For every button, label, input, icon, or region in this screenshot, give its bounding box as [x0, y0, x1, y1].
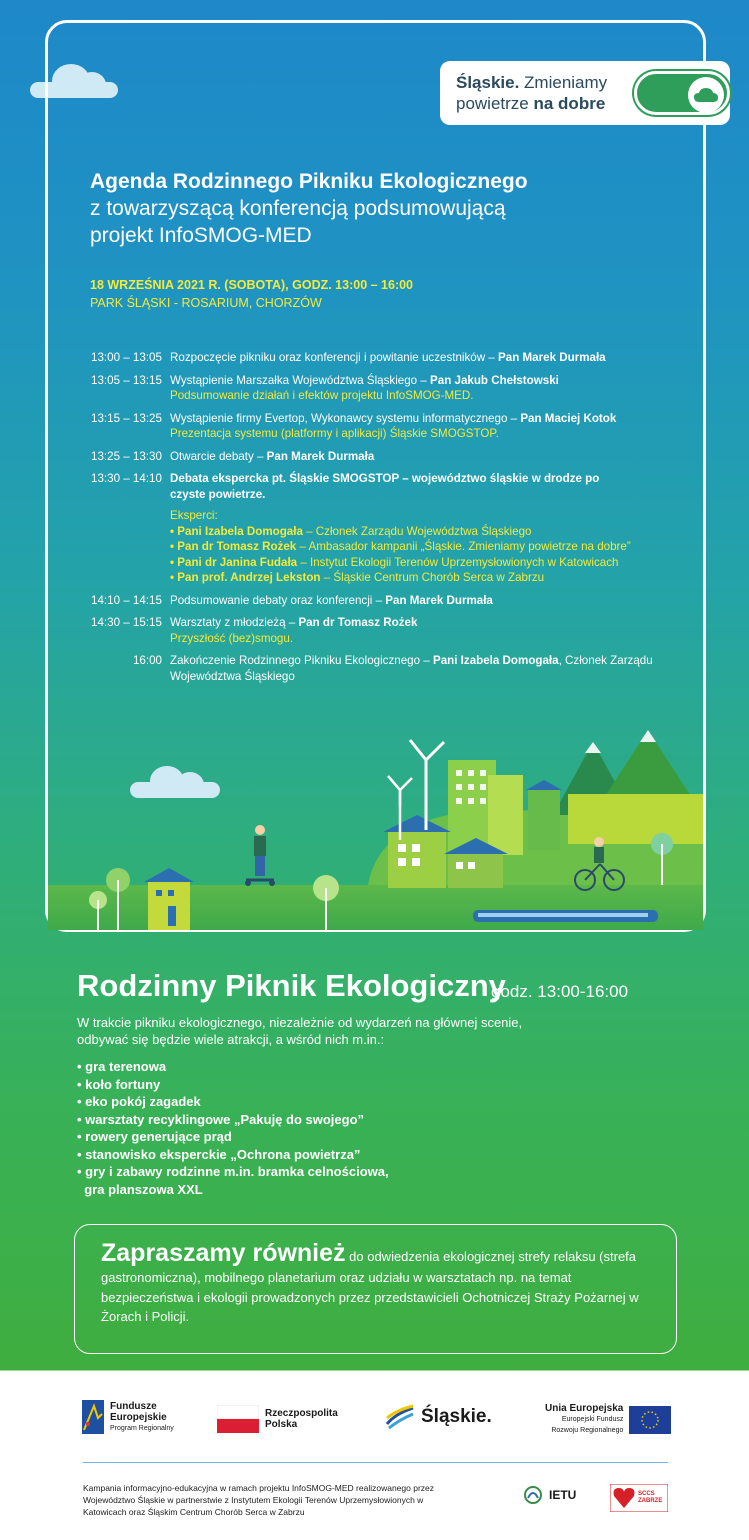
fundusze-europejskie-logo	[82, 1400, 174, 1434]
rzeczpospolita-logo	[217, 1405, 338, 1433]
schedule-desc	[170, 615, 691, 646]
list-item: • warsztaty recyklingowe „Pakuję do swojego”	[77, 1111, 365, 1127]
picnic-title: Rodzinny Piknik Ekologiczny	[77, 968, 506, 1003]
list-item: • koło fortuny	[77, 1076, 161, 1092]
schedule-desc	[170, 653, 691, 684]
list-item: • rowery generujące prąd	[77, 1129, 232, 1144]
schedule-text: Wystąpienie firmy Evertop, Wykonawcy systemu informatycznego –	[170, 411, 521, 425]
campaign-badge	[440, 61, 730, 125]
agenda-title-bold: Agenda Rodzinnego Pikniku Ekologicznego	[90, 170, 528, 193]
rp-line1: Rzeczpospolita	[265, 1408, 338, 1419]
schedule-speaker: Pan Marek Durmała	[266, 449, 375, 463]
schedule-speaker: Pan Jakub Chełstowski	[430, 373, 559, 387]
schedule-speaker: Pan Marek Durmała	[385, 593, 493, 607]
expert-role: – Ambasador kampanii „Śląskie. Zmieniamy powietrze na dobre”	[296, 540, 631, 553]
slaskie-text: Śląskie.	[421, 1406, 492, 1427]
ue-line1: Unia Europejska	[545, 1403, 624, 1414]
rp-line2: Polska	[265, 1419, 298, 1430]
experts-label: Eksperci:	[170, 509, 218, 522]
schedule-time: 13:00 – 13:05	[91, 351, 162, 364]
schedule-text: Zakończenie Rodzinnego Pikniku Ekologicznego –	[170, 654, 433, 667]
expert-item	[170, 524, 691, 540]
schedule-row	[91, 373, 691, 404]
schedule-text: Otwarcie debaty –	[170, 449, 267, 463]
schedule-desc	[170, 449, 691, 465]
expert-role: – Śląskie Centrum Chorób Serca w Zabrzu	[320, 571, 545, 584]
eco-city-illustration	[48, 720, 703, 930]
schedule-speaker: Pan dr Tomasz Rożek	[298, 616, 418, 629]
schedule-row	[91, 449, 691, 465]
badge-line1: Zmieniamy	[519, 73, 608, 92]
schedule-row	[91, 653, 691, 684]
schedule-desc	[170, 350, 691, 366]
schedule-text: Warsztaty z młodzieżą –	[170, 616, 299, 629]
list-item: • gry i zabawy rodzinne m.in. bramka celnościowa,	[77, 1164, 389, 1179]
schedule-time: 13:25 – 13:30	[91, 449, 162, 463]
agenda-title-line3: projekt InfoSMOG-MED	[90, 224, 312, 247]
schedule-desc	[170, 593, 691, 609]
schedule-desc	[170, 411, 691, 442]
eu-flag-icon	[629, 1406, 671, 1434]
schedule-text: Podsumowanie debaty oraz konferencji –	[170, 593, 386, 607]
fe-small: Program Regionalny	[110, 1424, 174, 1432]
sccs-text: SCCS ZABRZE	[638, 1491, 663, 1504]
schedule-text: Wystąpienie Marszałka Województwa Śląskiego –	[170, 373, 431, 387]
picnic-intro: W trakcie pikniku ekologicznego, niezależnie od wydarzeń na głównej scenie, odbywać się będzie wiele atrakcji, a wśród nich m.in.:	[77, 1015, 523, 1047]
expert-name: • Pani dr Janina Fudała	[170, 555, 298, 569]
schedule-desc	[170, 373, 691, 404]
expert-name: • Pan dr Tomasz Rożek	[170, 540, 297, 553]
expert-role: – Instytut Ekologii Terenów Uprzemysłowionych w Katowicach	[297, 555, 619, 569]
fe-line1: Fundusze	[110, 1400, 157, 1412]
attractions-list	[77, 1058, 389, 1198]
agenda-title-line2: z towarzyszącą konferencją podsumowującą	[90, 197, 506, 220]
schedule-speaker: Pan Marek Durmała	[498, 351, 606, 364]
schedule-time: 13:30 – 14:10	[91, 472, 162, 485]
experts-list	[170, 508, 691, 586]
schedule-speaker: Pani Izabela Domogała	[432, 654, 559, 667]
list-item: gra planszowa XXL	[77, 1181, 203, 1197]
badge-brand: Śląskie.	[456, 73, 520, 92]
footer-note: Kampania informacyjno-edukacyjna w ramach projektu InfoSMOG-MED realizowanego przez Województwo Śląskie w partnerstwie z Instytutem Ekologii Terenów Uprzemysłowionych w Katowicach oraz Śląskim Centrum Chorób Serca w Zabrzu	[83, 1483, 435, 1517]
schedule-row	[91, 411, 691, 442]
expert-item	[170, 539, 691, 555]
slaskie-icon	[385, 1404, 415, 1430]
slaskie-logo	[385, 1404, 492, 1430]
ue-small2: Rozwoju Regionalnego	[551, 1427, 624, 1434]
unia-europejska-logo	[545, 1403, 671, 1436]
schedule	[91, 350, 691, 691]
schedule-time: 13:15 – 13:25	[91, 411, 162, 425]
schedule-time: 14:30 – 15:15	[91, 616, 162, 629]
ue-small1: Europejski Fundusz	[561, 1416, 624, 1423]
schedule-time: 16:00	[132, 654, 162, 667]
ietu-logo	[523, 1484, 576, 1506]
expert-item	[170, 555, 691, 571]
ietu-icon	[523, 1484, 543, 1506]
invite-heading: Zapraszamy również	[101, 1239, 346, 1267]
schedule-row	[91, 615, 691, 646]
ietu-text: IETU	[549, 1488, 577, 1502]
list-item: • eko pokój zagadek	[77, 1094, 201, 1109]
schedule-row	[91, 350, 691, 366]
schedule-time: 14:10 – 14:15	[91, 593, 162, 607]
schedule-tail: , Członek Zarządu Województwa Śląskiego	[170, 654, 653, 683]
invite-box	[74, 1224, 677, 1354]
picnic-hours: godz. 13:00-16:00	[491, 982, 629, 1001]
invite-text: do odwiedzenia ekologicznej strefy relaksu (strefa gastronomiczna), mobilnego planetarium oraz udziału w warsztatach np. na temat bezpieczeństwa i ekologii prowadzonych przez przedstawicieli Ochotniczej Straży Pożarnej w Żorach i Policji.	[101, 1249, 639, 1324]
fe-line2: Europejskie	[110, 1411, 167, 1423]
schedule-sub: Podsumowanie działań i efektów projektu InfoSMOG-MED.	[170, 389, 474, 402]
expert-name: • Pani Izabela Domogała	[170, 524, 303, 538]
schedule-speaker: Pan Maciej Kotok	[520, 411, 617, 425]
badge-text	[456, 72, 628, 114]
badge-line2: powietrze	[456, 94, 534, 113]
debate-title: Debata ekspercka pt. Śląskie SMOGSTOP – województwo śląskie w drodze po czyste powietrze.	[170, 472, 600, 501]
footer	[0, 1378, 749, 1540]
fe-icon	[82, 1400, 104, 1434]
schedule-sub: Prezentacja systemu (platformy i aplikacji) Śląskie SMOGSTOP.	[170, 427, 499, 440]
list-item: • gra terenowa	[77, 1059, 167, 1074]
expert-role: – Członek Zarządu Województwa Śląskiego	[302, 524, 532, 538]
schedule-time: 13:05 – 13:15	[91, 373, 162, 387]
polish-flag-icon	[217, 1405, 259, 1433]
cloud-knob-icon	[688, 77, 724, 113]
expert-name: • Pan prof. Andrzej Lekston	[170, 571, 321, 584]
schedule-row	[91, 471, 691, 586]
schedule-desc	[170, 471, 691, 586]
schedule-text: Rozpoczęcie pikniku oraz konferencji i powitanie uczestników –	[170, 351, 499, 364]
list-item: • stanowisko eksperckie „Ochrona powietrza”	[77, 1146, 361, 1162]
toggle-switch	[634, 71, 730, 115]
footer-divider	[83, 1462, 668, 1463]
schedule-row	[91, 593, 691, 609]
event-date: 18 WRZEŚNIA 2021 R. (SOBOTA), GODZ. 13:00 – 16:00	[90, 278, 414, 292]
event-place: PARK ŚLĄSKI - ROSARIUM, CHORZÓW	[90, 296, 322, 310]
schedule-sub: Przyszłość (bez)smogu.	[170, 631, 294, 645]
badge-line2-bold: na dobre	[533, 94, 606, 113]
agenda-title	[90, 168, 610, 249]
sccs-logo	[610, 1484, 668, 1512]
expert-item	[170, 570, 691, 586]
